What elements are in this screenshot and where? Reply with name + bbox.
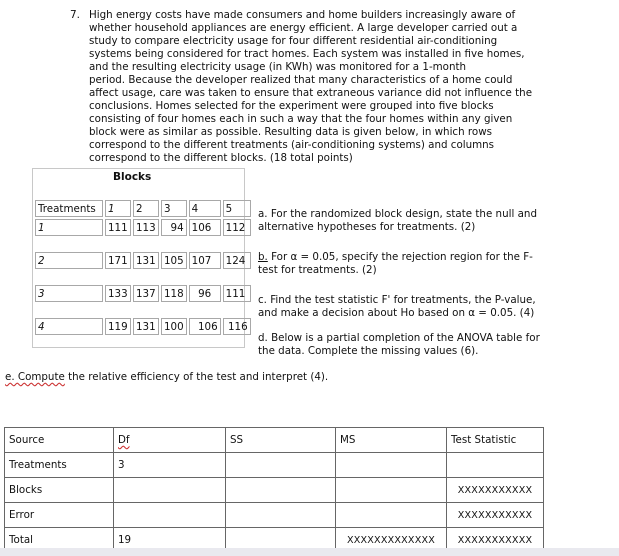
table-row [35, 252, 251, 269]
table-cell: 107 [189, 252, 221, 269]
part-d-line: d. Below is a partial completion of the ANOVA table for [258, 332, 540, 344]
part-a [258, 208, 608, 234]
part-b [258, 251, 608, 277]
anova-df: 3 [114, 453, 226, 478]
block-header: 1 [105, 200, 131, 217]
part-a-line: a. For the randomized block design, state the null and [258, 208, 537, 220]
question-line: study to compare electricity usage for four different residential air-conditioning [89, 35, 498, 47]
part-d-line: the data. Complete the missing values (6). [258, 345, 479, 357]
block-header: 2 [133, 200, 159, 217]
table-cell: 105 [161, 252, 187, 269]
anova-ss [226, 478, 336, 503]
table-row [35, 219, 251, 236]
part-c-line: and make a decision about Ho based on α = 0.05. (4) [258, 307, 535, 319]
table-cell: 113 [133, 219, 159, 236]
anova-ms [336, 503, 447, 528]
anova-df [114, 503, 226, 528]
table-cell: 100 [161, 318, 187, 335]
treatment-label: 3 [35, 285, 103, 302]
anova-header-ms: MS [336, 428, 447, 453]
blocks-header-row [35, 200, 251, 217]
block-header: 5 [223, 200, 251, 217]
df-label: Df [118, 434, 130, 446]
table-cell: 111 [223, 285, 251, 302]
part-b-text: For α = 0.05, specify the rejection region for the F- [267, 251, 533, 263]
part-e [5, 371, 328, 383]
table-cell: 106 [189, 318, 221, 335]
anova-test-statistic: XXXXXXXXXXX [447, 528, 544, 553]
block-header: 4 [189, 200, 221, 217]
anova-ss [226, 453, 336, 478]
question-line: conclusions. Homes selected for the experiment were grouped into five blocks [89, 100, 494, 112]
table-row [5, 503, 544, 528]
table-row [35, 285, 251, 302]
table-cell: 119 [105, 318, 131, 335]
part-e-text: the relative efficiency of the test and interpret (4). [64, 371, 329, 383]
table-cell: 131 [133, 252, 159, 269]
treatments-header: Treatments [35, 200, 103, 217]
anova-source: Blocks [5, 478, 114, 503]
anova-table [4, 427, 544, 553]
treatment-label: 2 [35, 252, 103, 269]
part-c [258, 294, 608, 320]
question-line: High energy costs have made consumers and home builders increasingly aware of [89, 9, 516, 21]
anova-header-test-statistic: Test Statistic [447, 428, 544, 453]
anova-ms [336, 453, 447, 478]
part-b-line: test for treatments. (2) [258, 264, 377, 276]
table-cell: 133 [105, 285, 131, 302]
block-header: 3 [161, 200, 187, 217]
question-line: period. Because the developer realized that many characteristics of a home could [89, 74, 513, 86]
part-e-prefix: e. Compute [5, 371, 65, 383]
anova-source: Total [5, 528, 114, 553]
anova-source: Treatments [5, 453, 114, 478]
question-line: block were as similar as possible. Resulting data is given below, in which rows [89, 126, 492, 138]
question-line: consisting of four homes each in such a way that the four homes within any given [89, 113, 513, 125]
table-row [35, 318, 251, 335]
table-cell: 116 [223, 318, 251, 335]
part-a-line: alternative hypotheses for treatments. (2) [258, 221, 476, 233]
anova-header-source: Source [5, 428, 114, 453]
table-cell: 118 [161, 285, 187, 302]
treatment-label: 1 [35, 219, 103, 236]
table-cell: 106 [189, 219, 221, 236]
question-line: correspond to the different treatments (air-conditioning systems) and columns [89, 139, 495, 151]
blocks-heading: Blocks [113, 171, 152, 183]
question-line: and the resulting electricity usage (in KWh) was monitored for a 1-month [89, 61, 467, 73]
table-cell: 137 [133, 285, 159, 302]
question-line: systems being considered for tract homes. Each system was installed in five homes, [89, 48, 525, 60]
table-row [5, 453, 544, 478]
question-text [89, 9, 564, 165]
anova-ms: XXXXXXXXXXXXX [336, 528, 447, 553]
table-cell: 124 [223, 252, 251, 269]
table-cell: 171 [105, 252, 131, 269]
anova-ss [226, 503, 336, 528]
table-cell: 112 [223, 219, 251, 236]
table-cell: 96 [189, 285, 221, 302]
question-number: 7. [70, 9, 81, 21]
question-line: correspond to the different blocks. (18 total points) [89, 152, 353, 164]
question-line: affect usage, care was taken to ensure that extraneous variance did not influence the [89, 87, 533, 99]
anova-test-statistic: XXXXXXXXXXX [447, 503, 544, 528]
anova-ms [336, 478, 447, 503]
anova-header-row [5, 428, 544, 453]
anova-source: Error [5, 503, 114, 528]
anova-test-statistic: XXXXXXXXXXX [447, 478, 544, 503]
table-cell: 131 [133, 318, 159, 335]
anova-test-statistic [447, 453, 544, 478]
table-cell: 94 [161, 219, 187, 236]
table-cell: 111 [105, 219, 131, 236]
bottom-edge-bar [0, 548, 619, 556]
table-row [5, 478, 544, 503]
anova-header-df [114, 428, 226, 453]
anova-df [114, 478, 226, 503]
part-d [258, 332, 608, 358]
treatment-label: 4 [35, 318, 103, 335]
blocks-table [33, 198, 253, 337]
anova-header-ss: SS [226, 428, 336, 453]
part-c-line: c. Find the test statistic F' for treatments, the P-value, [258, 294, 536, 306]
part-b-prefix: b. [258, 251, 268, 263]
part-b-line [258, 251, 608, 264]
question-line: whether household appliances are energy efficient. A large developer carried out a [89, 22, 518, 34]
anova-df: 19 [114, 528, 226, 553]
